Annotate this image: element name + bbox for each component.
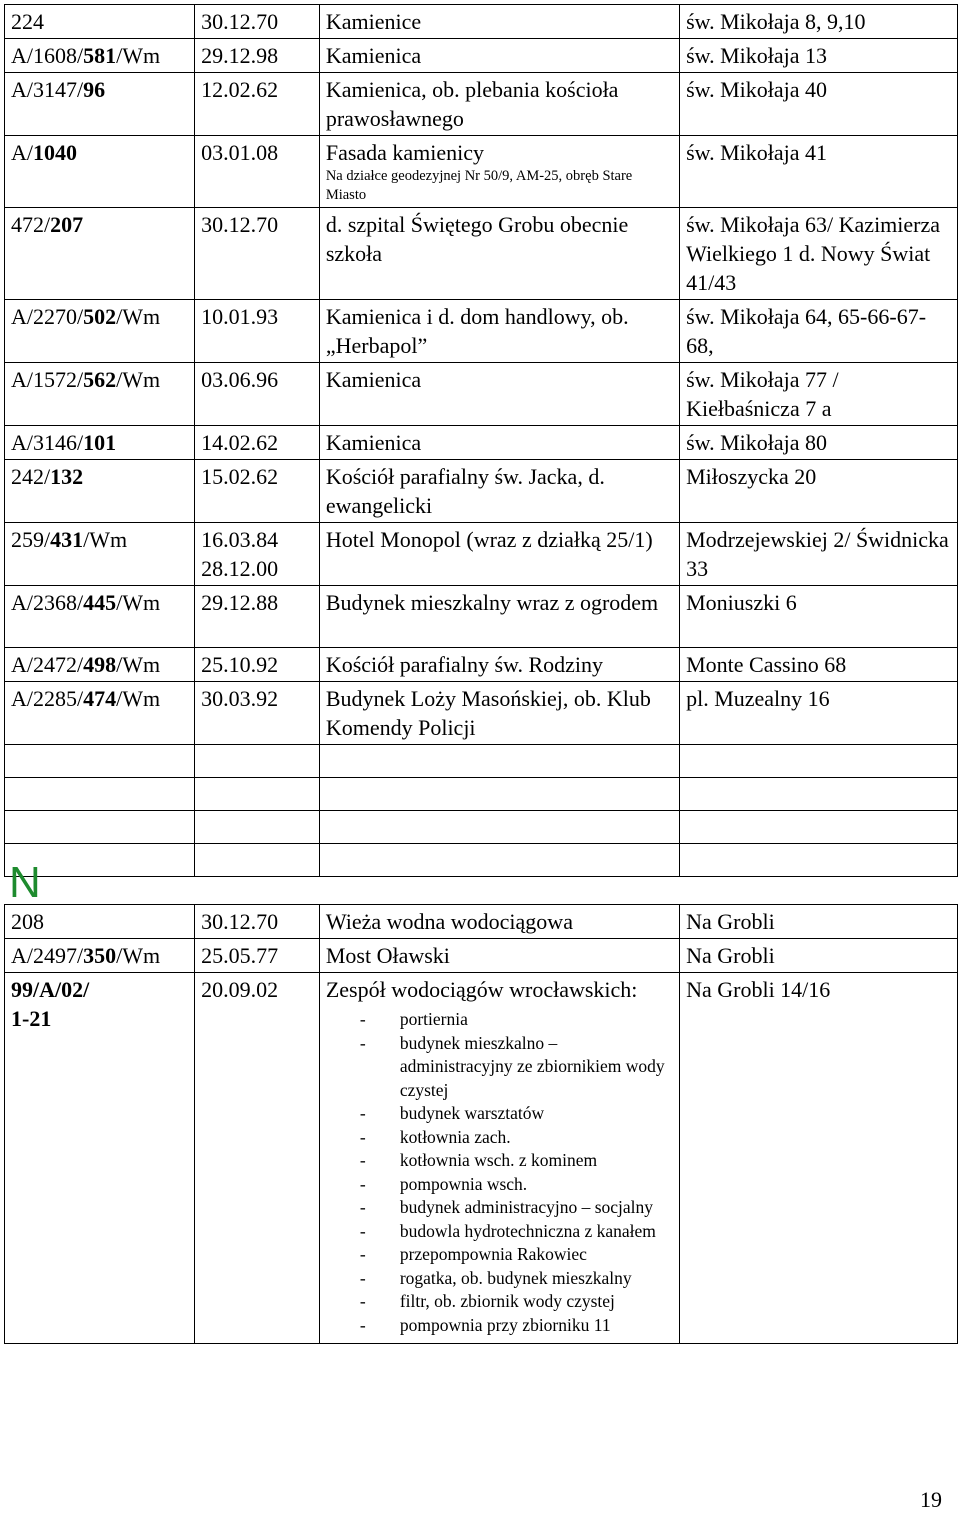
register-number-prefix: A/2368/ [11,590,84,615]
object-name-cell [319,523,679,586]
register-number-cell [5,586,195,648]
object-name-cell [319,5,679,39]
object-name: Budynek mieszkalny wraz z ogrodem [325,590,659,615]
table-row-complex [5,973,958,1344]
decision-date-cell: 03.01.08 [195,136,320,208]
component-list-item [326,1173,673,1197]
object-name: Kamienica, ob. plebania kościoła prawosławnego [325,77,619,131]
decision-date-cell: 29.12.88 [195,586,320,648]
register-number-bold: 498 [83,652,117,677]
decision-date-cell: 16.03.84 28.12.00 [195,523,320,586]
register-number-suffix: /Wm [116,590,161,615]
table-row [5,586,958,648]
decision-date-cell: 25.10.92 [195,648,320,682]
component-name: pompownia przy zbiorniku 11 [399,1314,611,1335]
component-name: filtr, ob. zbiornik wody czystej [399,1291,615,1311]
object-name-cell [319,648,679,682]
register-number-bold: 431 [50,527,84,552]
list-dash: - [359,1220,366,1241]
decision-date-cell: 10.01.93 [195,300,320,363]
component-list-item [326,1243,673,1267]
object-name-cell [319,136,679,208]
object-name: Kamienica i d. dom handlowy, ob. „Herbapol” [325,304,629,358]
component-name: budynek warsztatów [399,1103,545,1123]
address-cell: św. Mikołaja 64, 65-66-67-68, [680,300,958,363]
object-name: Fasada kamienicy [325,140,485,165]
address-cell [680,811,958,844]
list-dash: - [359,1032,366,1053]
object-name: Kościół parafialny św. Rodziny [325,652,604,677]
address-cell: Monte Cassino 68 [680,648,958,682]
register-number-suffix: /Wm [116,943,161,968]
register-number-prefix: A/3146/ [11,430,84,455]
component-list-item [326,1267,673,1291]
decision-date-cell [195,844,320,877]
table-row [5,5,958,39]
register-number-cell [5,426,195,460]
register-number-suffix: /Wm [116,367,161,392]
register-number-cell [5,39,195,73]
object-name: Kamienica [325,367,422,392]
component-list-item [326,1032,673,1103]
component-list-item [326,1126,673,1150]
object-name-cell: Wieża wodna wodociągowa [319,905,679,939]
component-list [326,1008,673,1337]
address-cell: Na Grobli [680,905,958,939]
decision-date-cell [195,745,320,778]
object-name-cell [319,586,679,648]
table-row [5,460,958,523]
table-row [5,208,958,300]
address-cell: św. Mikołaja 41 [680,136,958,208]
register-number-prefix: A/2472/ [11,652,84,677]
register-number-cell [5,73,195,136]
table-row [5,682,958,745]
component-list-item [326,1149,673,1173]
register-number-cell [5,648,195,682]
register-number-cell [5,208,195,300]
object-name: d. szpital Świętego Grobu obecnie szkoła [325,212,629,266]
component-name: budynek administracyjno – socjalny [399,1197,654,1217]
object-name-cell [319,778,679,811]
register-number-prefix: A/2285/ [11,686,84,711]
register-number-bold: 96 [83,77,106,102]
object-name-cell [319,844,679,877]
table-row [5,73,958,136]
object-name: Hotel Monopol (wraz z działką 25/1) [325,527,653,552]
address-cell: Modrzejewskiej 2/ Świdnicka 33 [680,523,958,586]
component-name: rogatka, ob. budynek mieszkalny [399,1267,632,1288]
list-dash: - [359,1291,366,1311]
register-number-cell [5,778,195,811]
address-cell: św. Mikołaja 63/ Kazimierza Wielkiego 1 d. Nowy Świat 41/43 [680,208,958,300]
register-number-cell [5,973,195,1344]
object-name: Budynek Loży Masońskiej, ob. Klub Komendy Policji [325,686,651,740]
decision-date-cell: 30.03.92 [195,682,320,745]
table-row [5,300,958,363]
decision-date-cell: 03.06.96 [195,363,320,426]
register-number-prefix: A/2270/ [11,304,84,329]
register-number-bold: 502 [83,304,117,329]
table-row [5,523,958,586]
register-number-suffix: /Wm [83,527,128,552]
list-dash: - [359,1244,366,1264]
register-number-bold: 474 [83,686,117,711]
decision-date-cell: 29.12.98 [195,39,320,73]
component-list-item [326,1290,673,1314]
register-number-bold: 445 [83,590,117,615]
object-name-cell [319,73,679,136]
address-cell: Miłoszycka 20 [680,460,958,523]
address-cell: św. Mikołaja 80 [680,426,958,460]
object-name-cell [319,745,679,778]
list-dash: - [359,1103,366,1123]
component-name: kotłownia zach. [399,1126,511,1147]
component-list-item [326,1008,673,1032]
register-number-cell [5,5,195,39]
register-number-cell [5,136,195,208]
object-name-cell: Most Oławski [319,939,679,973]
component-list-item [326,1102,673,1126]
register-number-prefix: 259/ [11,527,51,552]
object-name-cell [319,208,679,300]
list-dash: - [359,1197,366,1217]
register-number-prefix: 472/ [11,212,51,237]
component-list-item [326,1220,673,1244]
object-name: Zespół wodociągów wrocławskich: [325,977,638,1002]
page-number: 19 [920,1487,942,1512]
register-number-prefix: A/2497/ [11,943,84,968]
object-name: Kamienica [325,43,422,68]
decision-date-cell: 30.12.70 [195,5,320,39]
table-row [5,844,958,877]
table-row [5,39,958,73]
list-dash: - [359,1150,366,1170]
register-number-suffix: /Wm [116,686,161,711]
list-dash: - [359,1173,366,1194]
list-dash: - [359,1009,366,1029]
section-letter: N [9,858,41,907]
object-name-cell [319,682,679,745]
table-row [5,136,958,208]
register-number-prefix: A/3147/ [11,77,84,102]
object-name-cell [319,300,679,363]
address-cell: św. Mikołaja 13 [680,39,958,73]
list-dash: - [359,1126,366,1147]
register-number-bold: 350 [83,943,117,968]
component-list-item [326,1196,673,1220]
register-number-cell [5,905,195,939]
register-number-line: 1-21 [11,1006,52,1031]
table-row [5,648,958,682]
table-row [5,905,958,939]
register-number-bold: 1040 [33,140,77,165]
object-name-cell [319,426,679,460]
table-row [5,778,958,811]
component-list-item [326,1314,673,1338]
table-row [5,426,958,460]
register-number-suffix: /Wm [116,652,161,677]
decision-date-cell: 25.05.77 [195,939,320,973]
table-row [5,745,958,778]
register-number-prefix: 224 [11,9,44,34]
object-name: Kamienica [325,430,422,455]
object-name-cell [319,363,679,426]
register-number-cell [5,300,195,363]
register-number-cell [5,682,195,745]
register-number-bold: 562 [83,367,117,392]
register-number-prefix: 242/ [11,464,51,489]
register-number-prefix: A/1608/ [11,43,84,68]
register-number-cell [5,811,195,844]
register-number-cell [5,363,195,426]
decision-date-cell: 12.02.62 [195,73,320,136]
table-row [5,811,958,844]
decision-date-cell: 30.12.70 [195,905,320,939]
object-name-cell [319,39,679,73]
component-name: przepompownia Rakowiec [399,1244,587,1264]
register-number-cell [5,939,195,973]
register-number-suffix: /Wm [116,304,161,329]
list-dash: - [359,1314,366,1335]
object-name-cell [319,460,679,523]
address-cell: Moniuszki 6 [680,586,958,648]
table-row [5,939,958,973]
component-name: kotłownia wsch. z kominem [399,1150,598,1170]
address-cell: pl. Muzealny 16 [680,682,958,745]
list-dash: - [359,1267,366,1288]
decision-date-cell: 14.02.62 [195,426,320,460]
address-cell [680,745,958,778]
table-row [5,363,958,426]
address-cell: św. Mikołaja 40 [680,73,958,136]
register-number-cell [5,523,195,586]
object-name: Kościół parafialny św. Jacka, d. ewangelicki [325,464,605,518]
decision-date-cell: 15.02.62 [195,460,320,523]
component-name: portiernia [399,1009,468,1029]
object-note: Na działce geodezyjnej Nr 50/9, AM-25, obręb Stare Miasto [325,168,633,203]
component-name: budowla hydrotechniczna z kanałem [399,1220,656,1241]
address-cell: św. Mikołaja 77 / Kiełbaśnicza 7 a [680,363,958,426]
address-cell [680,778,958,811]
register-number-prefix: A/1572/ [11,367,84,392]
address-cell: Na Grobli [680,939,958,973]
register-table-m [4,4,958,877]
object-name-cell [319,811,679,844]
register-number-bold: 101 [83,430,117,455]
address-cell: Na Grobli 14/16 [680,973,958,1344]
register-number-bold: 132 [50,464,84,489]
register-table-n [4,904,958,1344]
decision-date-cell [195,778,320,811]
object-name: Kamienice [325,9,422,34]
register-number-suffix: /Wm [116,43,161,68]
register-number-line: 99/A/02/ [11,977,90,1002]
address-cell [680,844,958,877]
object-name-cell [319,973,679,1344]
register-number-cell [5,745,195,778]
register-number-bold: 207 [50,212,84,237]
address-cell: św. Mikołaja 8, 9,10 [680,5,958,39]
component-name: pompownia wsch. [399,1173,528,1194]
register-number-prefix: 208 [11,909,44,934]
register-number-cell [5,460,195,523]
decision-date-cell: 30.12.70 [195,208,320,300]
decision-date-cell: 20.09.02 [195,973,320,1344]
component-name: budynek mieszkalno – administracyjny ze zbiornikiem wody czystej [399,1032,665,1100]
decision-date-cell [195,811,320,844]
register-number-bold: 581 [83,43,117,68]
register-number-prefix: A/ [11,140,33,165]
